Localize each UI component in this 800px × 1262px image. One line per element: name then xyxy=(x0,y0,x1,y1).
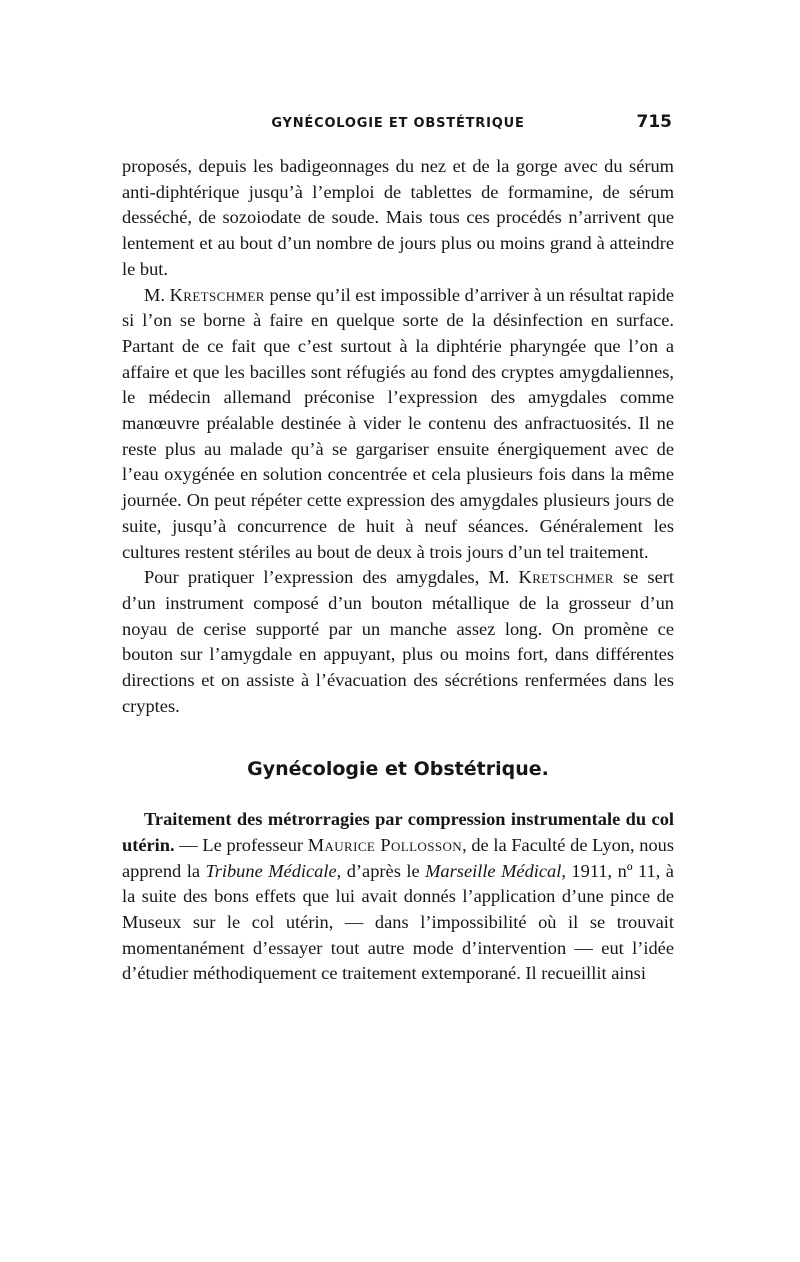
author-name: Kretschmer xyxy=(169,284,265,305)
professor-name: Maurice Pollosson xyxy=(307,834,463,855)
article-dash: — Le professeur xyxy=(174,834,308,855)
article-title: Traitement des métrorragies par compression instrumentale du col utérin. xyxy=(122,809,674,855)
paragraph-3-lead: Pour pratiquer l’expression des amygdales, M. xyxy=(144,567,519,588)
paragraph-3-text: se sert d’un instrument composé d’un bouton métallique de la grosseur d’un noyau de cerise supporté par un manche assez long. On promène ce bouton sur l’amygdale en appuyant, plus ou moins fort, dans différentes directions et on assiste à l’évacuation des sécrétions renfermées dans les cryptes. xyxy=(122,567,674,716)
running-header xyxy=(122,112,674,142)
paragraph-instrument xyxy=(122,565,674,719)
article-text-2: , d’après le xyxy=(336,860,426,881)
paragraph-continued xyxy=(122,154,674,283)
article-paragraph xyxy=(122,807,674,987)
section-heading: Gynécologie et Obstétrique. xyxy=(247,758,549,781)
book-page xyxy=(122,112,674,987)
article-metrorragies xyxy=(122,807,674,987)
paragraph-2-text: pense qu’il est impossible d’arriver à un résultat rapide si l’on se borne à faire en quelque sorte de la désinfection en surface. Partant de ce fait que c’est surtout à la diphtérie pharyngée que l’on a affaire et que les bacilles sont réfugiés au fond des cryptes amygdaliennes, le médecin allemand préconise l’expression des amygdales comme manœuvre préalable destinée à vider le contenu des anfractuosités. Il ne reste plus au malade qu’à se gargariser ensuite énergiquement avec de l’eau oxygénée en solution concentrée et cela plusieurs fois dans la même journée. On peut répéter cette expression des amygdales plusieurs jours de suite, jusqu’à concurrence de huit à neuf séances. Généralement les cultures restent stériles au bout de deux à trois jours d’un tel traitement. xyxy=(122,284,674,562)
article-text-1: , de la Faculté de Lyon, nous apprend la xyxy=(122,834,674,881)
paragraph-kretschmer-method xyxy=(122,283,674,566)
paragraph-1-text: proposés, depuis les badigeonnages du nez et de la gorge avec du sérum anti-diphtérique jusqu’à l’emploi de tablettes de formamine, de sérum desséché, de sozoiodate de soude. Mais tous ces procédés n’arrivent que lentement et au bout d’un nombre de jours plus ou moins grand à atteindre le but. xyxy=(122,156,674,279)
body-text xyxy=(122,154,674,987)
paragraph-2-lead: M. xyxy=(144,284,170,305)
article-text-3: , 1911, nº 11, à la suite des bons effets que lui avait donnés l’application d’une pince de Museux sur le col utérin, — dans l’impossibilité où il se trouvait momentanément d’essayer tout autre mode d’intervention — eut l’idée d’étudier méthodiquement ce traitement extemporané. Il recueillit ainsi xyxy=(122,860,674,984)
journal-name: Tribune Médicale xyxy=(205,860,337,881)
journal-name: Marseille Médical xyxy=(425,860,562,881)
page-number: 715 xyxy=(636,112,672,132)
author-name: Kretschmer xyxy=(518,567,614,588)
running-title: GYNÉCOLOGIE ET OBSTÉTRIQUE xyxy=(271,116,525,131)
